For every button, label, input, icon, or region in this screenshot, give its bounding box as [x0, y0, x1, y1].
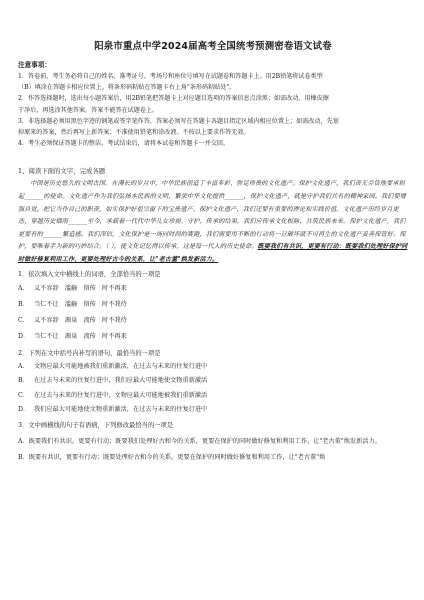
- q3-option-a[interactable]: A．既要我们有共识，更要有行动；既要我们处理好古和今的关系，更要在保护的同时做好修复和利用工作，让"老古董"焕发新活力。: [18, 437, 381, 445]
- passage-line: 传承的结果。我们应传承文化根脉，共筑民族未来。保护文化遗产，我们更要有的______繁造感。我们深信，文化保护: [18, 218, 406, 238]
- passage-line: 旁贷地要承担起______的使命。文化遗产作为我们弘扬本民族的文明，繁荣中华文化提供______，保护文化遗产，就是守护我们共: [18, 180, 405, 201]
- note-line: 干净后，再选涂其他答案。答案不能答在试题卷上。: [18, 106, 159, 114]
- q1-option-c[interactable]: C． 义不容辞 源泉 流传 时不我待: [18, 317, 127, 325]
- note-line: 掉原来的答案，然后再写上新答案；不准使用铅笔和涂改液。不按以上要求作答无效。: [18, 129, 250, 137]
- notes-heading: 注意事项：: [18, 61, 51, 69]
- note-line: 1．答卷前，考生务必将自己的姓名、准考证号、考场号和座位号填写在试题卷和答题卡上。用2B铅笔将试卷类型: [18, 73, 323, 80]
- passage-line: 是一场同时间的赛跑，我们需要用不断的行动将一旦破坏就不可再生的文化遗产妥善保管好。保护，要唯着手为新的巧妙: [18, 230, 406, 251]
- q2-option-d[interactable]: D． 我们应最大可能地使文物重新激活，在过去与未来的往复行进中: [18, 406, 208, 414]
- passage-line: 在漫长的岁月中，中华民族创造了丰富多彩、弥足珍贵的文化遗产。保护文化遗产，我们责无: [111, 180, 368, 188]
- note-line: 4．考生必须保证答题卡的整洁。考试结束后，请将本试卷和答题卡一并交回。: [18, 140, 230, 148]
- exam-page: [18, 38, 408, 465]
- q2-option-a[interactable]: A． 文物应最大可能地被我们重新激活，在过去与未来的往复行进中: [18, 362, 208, 370]
- q1-option-b[interactable]: B． 当仁不让 滥觞 留传 时不我待: [18, 300, 127, 308]
- q1-option-a[interactable]: A． 义不容辞 滥觞 留传 时不再来: [18, 284, 127, 292]
- note-line: （B）填涂在答题卡相应位置上。将条形码粘贴在答题卡右上角"条形码粘贴处"。: [18, 84, 236, 92]
- note-line: 3．非选择题必须用黑色字迹的钢笔或签字笔作答，答案必须写在答题卡各题目指定区域内相应位置上；如需改动，先划: [18, 117, 339, 125]
- passage-line: 重要的理论和实践价值。文化遗产历经岁月更迭，穿越历史烟雨______至今，承载着一代代中华儿女珍视、守护、: [18, 205, 399, 226]
- passage-title: 中国是历史悠久的文明古国。: [30, 180, 112, 188]
- page-title: 阳泉市重点中学2024届高考全国统考预测密卷语文试卷: [94, 41, 332, 52]
- passage-line: 结合。（ ），使文化记忆得以传承。这是每一代人的历史使命。: [86, 243, 258, 251]
- underlined-sentence-end: 同时做好修复利用工作，更要处理好古今的关系，让"老古董"焕发新活力。: [18, 243, 408, 263]
- note-line: 2．作答选择题时，选出每小题答案后，用2B铅笔把答题卡上对应题目选项的答案信息点涂黑；如需改动，用橡皮擦: [18, 95, 329, 103]
- q2-option-b[interactable]: B． 在过去与未来的往复行进中，我们应最大可能地使文物重新激活: [18, 377, 208, 385]
- q1-option-d[interactable]: D． 当仁不让 源泉 流传 时不再来: [18, 333, 127, 341]
- q2-option-c[interactable]: C． 在过去与未来的往复行进中，文物应最大可能地被我们重新激活: [18, 391, 208, 399]
- passage-line: 有的精神家园。我们要增强自觉，把它当作自己的职责，如实保护好祖宗留下的宝贵遗产。保护文化遗产，我们还要有: [18, 193, 407, 213]
- question-3-stem: 3．文中画横线的句子有语病，下列修改最恰当的一项是: [18, 421, 174, 429]
- question-2-stem: 2．下列在文中括号内补写的语句，最恰当的一项是: [18, 349, 161, 357]
- section-heading: 1、阅读下面的文字，完成各题: [18, 167, 106, 176]
- q3-option-b[interactable]: B．既要有共识，更要有行动；既要处理好古和今的关系，更要在保护的同时做好修复和利用工作，让"老古董"焕: [18, 454, 326, 462]
- reading-passage: [18, 178, 408, 266]
- question-1-stem: 1．依次填入文中横线上的词语，全部恰当的一项是: [18, 270, 161, 278]
- underlined-sentence: 既要我们有共识，更要有行动：既要我们处理好保护: [257, 243, 402, 251]
